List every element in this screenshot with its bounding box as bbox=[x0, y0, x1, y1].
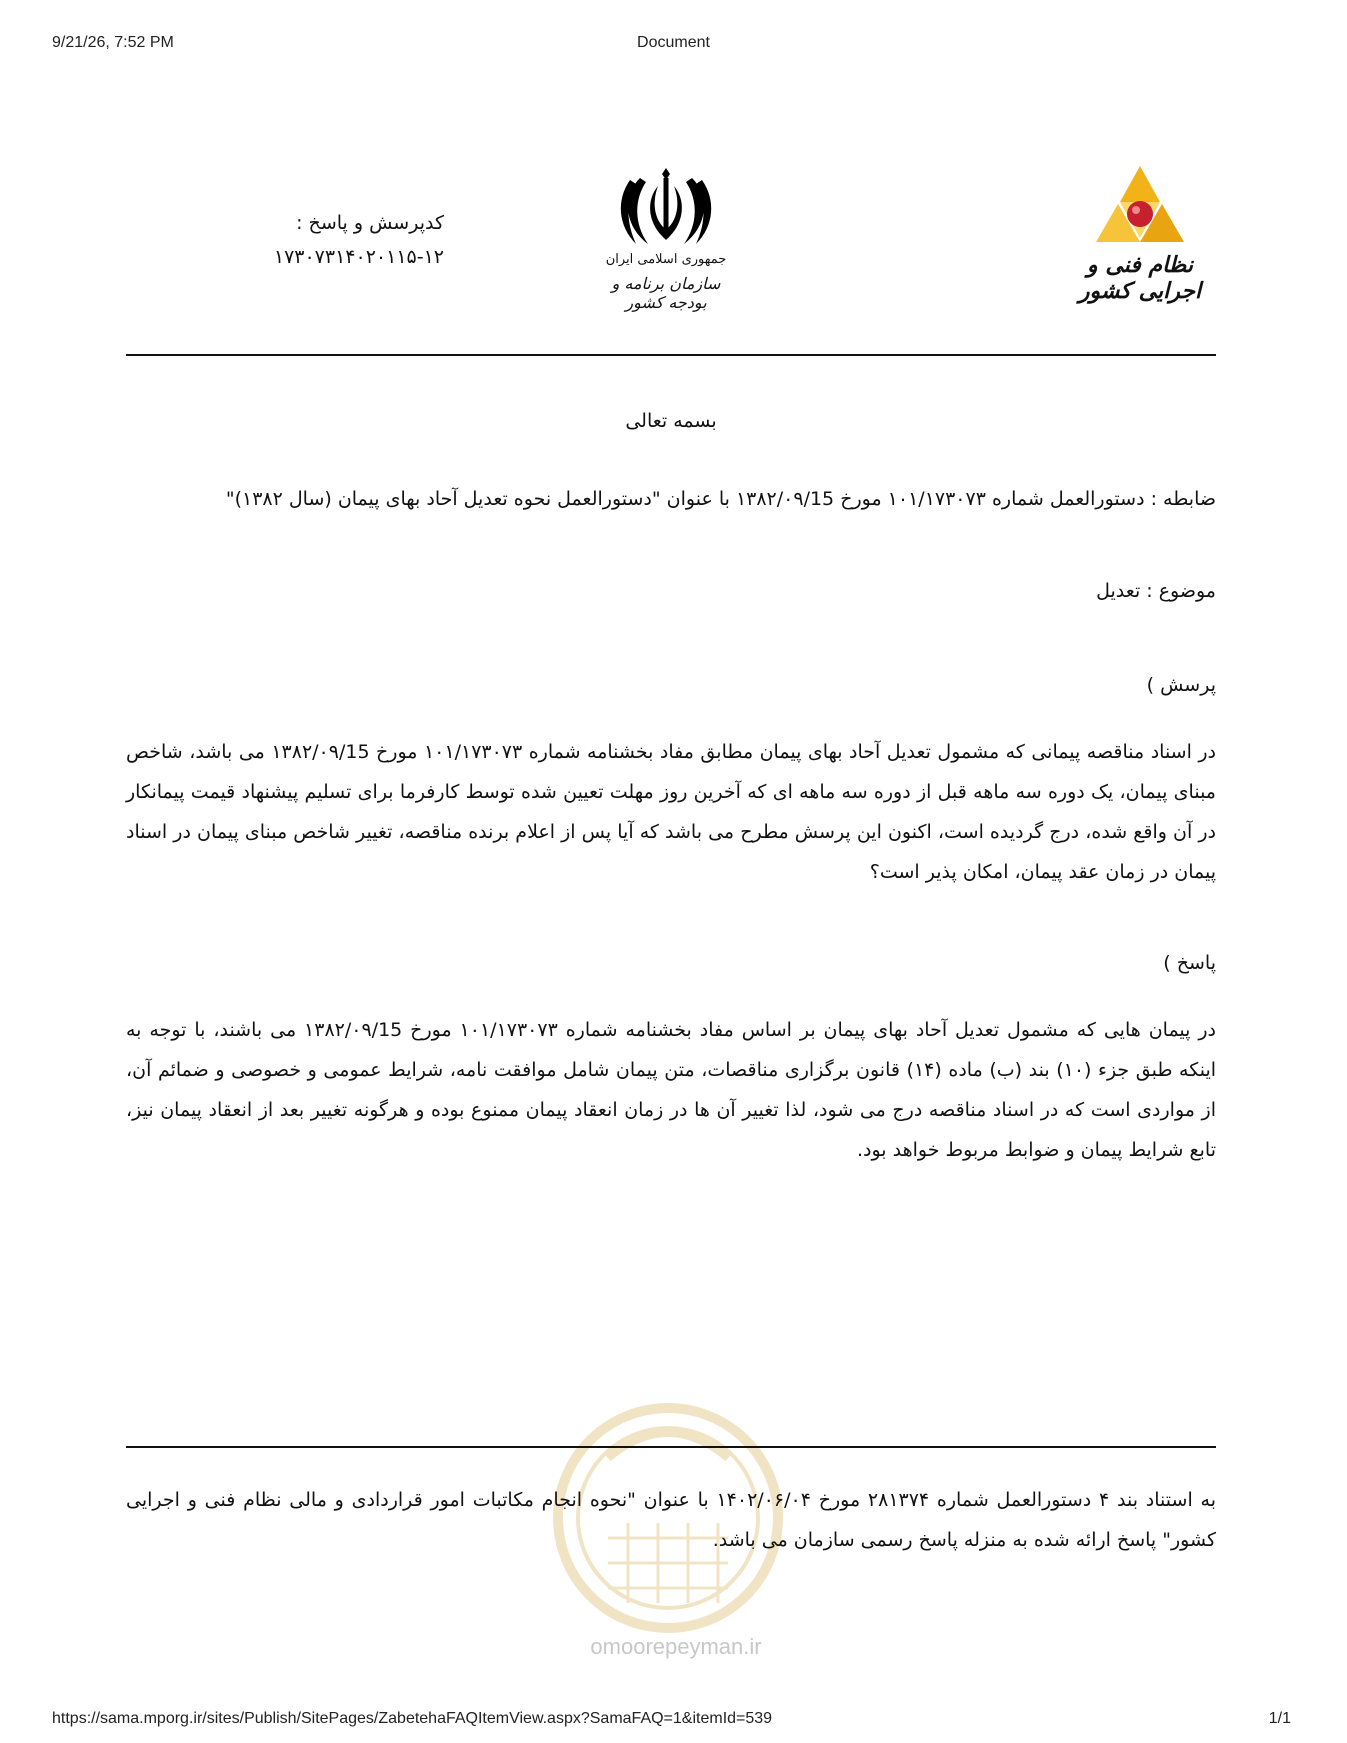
watermark-site: omoorepeyman.ir bbox=[590, 1634, 762, 1659]
faq-code-value: ۱۷۳۰۷۳۱۴۰۲۰۱۱۵-۱۲ bbox=[273, 246, 444, 268]
nezam-fanni-caption: نظام فنی و اجرایی کشور bbox=[1078, 252, 1202, 304]
answer-heading: پاسخ ) bbox=[1163, 952, 1216, 974]
nezam-fanni-logo-icon bbox=[1060, 162, 1220, 252]
print-page-number: 1/1 bbox=[1268, 1710, 1291, 1727]
iran-emblem-icon bbox=[596, 160, 736, 250]
nezam-fanni-logo bbox=[1060, 162, 1220, 302]
faq-code-block bbox=[200, 206, 444, 274]
iran-pbo-logo bbox=[596, 160, 736, 310]
print-header bbox=[0, 34, 1347, 58]
print-url: https://sama.mporg.ir/sites/Publish/SitePages/ZabetehaFAQItemView.aspx?SamaFAQ=1&itemId=539 bbox=[52, 1710, 773, 1727]
basmala: بسمه تعالی bbox=[625, 410, 717, 432]
regulation-reference: ضابطه : دستورالعمل شماره ۱۰۱/۱۷۳۰۷۳ مورخ ۱۳۸۲/۰۹/15 با عنوان "دستورالعمل نحوه تعدیل آحاد بهای پیمان (سال ۱۳۸۲)" bbox=[225, 488, 1216, 510]
question-text: در اسناد مناقصه پیمانی که مشمول تعدیل آحاد بهای پیمان مطابق مفاد بخشنامه شماره ۱۰۱/۱۷۳۰۷۳ مورخ ۱۳۸۲/۰۹/15 می باشد، شاخص مبنای پیمان، یک دوره سه ماهه قبل از دوره سه ماهه ای که آخرین روز مهلت تعیین شده توسط کارفرما برای تسلیم پیشنهاد قیمت پیمانکار در آن واقع شده، درج گردیده است، اکنون این پرسش مطرح می باشد که آیا پس از اعلام برنده مناقصه، تغییر شاخص مبنای پیمان در اسناد پیمان در زمان عقد پیمان، امکان پذیر است؟ bbox=[126, 741, 1216, 883]
footer-divider bbox=[126, 1446, 1216, 1448]
iran-emblem-line1: جمهوری اسلامی ایران bbox=[605, 252, 727, 267]
print-document-title: Document bbox=[637, 34, 710, 51]
subject-line: موضوع : تعدیل bbox=[1096, 580, 1216, 602]
faq-code-label: کدپرسش و پاسخ : bbox=[296, 212, 444, 234]
footer-note: به استناد بند ۴ دستورالعمل شماره ۲۸۱۳۷۴ مورخ ۱۴۰۲/۰۶/۰۴ با عنوان "نحوه انجام مکاتبات امور قراردادی و مالی نظام فنی و اجرایی کشور" پاسخ ارائه شده به منزله پاسخ رسمی سازمان می باشد. bbox=[126, 1489, 1216, 1551]
print-datetime: 9/21/26, 7:52 PM bbox=[52, 34, 174, 51]
pbo-name: سازمان برنامه و بودجه کشور bbox=[611, 274, 721, 312]
header-divider bbox=[126, 354, 1216, 356]
question-heading: پرسش ) bbox=[1146, 674, 1216, 696]
answer-text: در پیمان هایی که مشمول تعدیل آحاد بهای پیمان بر اساس مفاد بخشنامه شماره ۱۰۱/۱۷۳۰۷۳ مورخ ۱۳۸۲/۰۹/15 می باشند، با توجه به اینکه طبق جزء (۱۰) بند (ب) ماده (۱۴) قانون برگزاری مناقصات، متن پیمان شامل موافقت نامه، شرایط عمومی و خصوصی و ضمائم آن، از مواردی است که در اسناد مناقصه درج می شود، لذا تغییر آن ها در زمان انعقاد پیمان ممنوع بوده و هرگونه تغییر بعد از انعقاد پیمان نیز، تابع شرایط پیمان و ضوابط مربوط خواهد بود. bbox=[126, 1019, 1217, 1161]
